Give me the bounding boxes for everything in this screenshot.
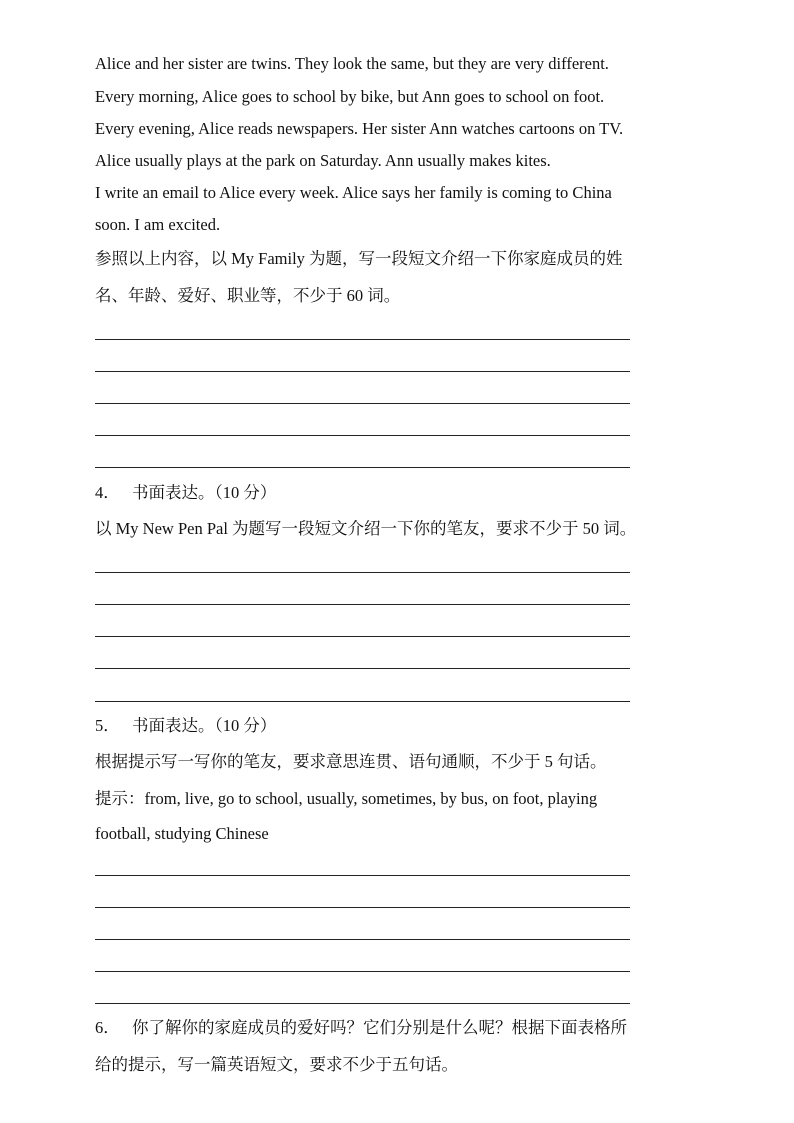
question-6-line-2: 给的提示，写一篇英语短文，要求不少于五句话。: [95, 1055, 458, 1074]
question-4-heading: [95, 483, 276, 503]
writing-line[interactable]: [95, 572, 630, 573]
writing-line[interactable]: [95, 435, 630, 436]
passage-line-3: Every evening, Alice reads newspapers. Her sister Ann watches cartoons on TV.: [95, 119, 624, 138]
writing-line[interactable]: [95, 636, 630, 637]
question-6-line-1: [95, 1018, 627, 1038]
question-5-hint-line-1: 提示：from, live, go to school, usually, sometimes, by bus, on foot, playing: [95, 789, 598, 808]
passage-line-6: soon. I am excited.: [95, 215, 221, 234]
writing-line[interactable]: [95, 1003, 630, 1004]
question-5-number: 5．: [95, 716, 120, 735]
question-6-number: 6．: [95, 1018, 120, 1037]
writing-line[interactable]: [95, 403, 630, 404]
question-5-title: 书面表达。（10 分）: [132, 716, 277, 735]
passage-line-1: Alice and her sister are twins. They look the same, but they are very different.: [95, 54, 609, 73]
question-4-instruction: 以 My New Pen Pal 为题写一段短文介绍一下你的笔友，要求不少于 50 词。: [95, 519, 637, 538]
writing-line[interactable]: [95, 339, 630, 340]
question-6-text-1: 你了解你的家庭成员的爱好吗？它们分别是什么呢？根据下面表格所: [132, 1018, 627, 1037]
writing-line[interactable]: [95, 971, 630, 972]
task3-instruction-line-2: 名、年龄、爱好、职业等，不少于 60 词。: [95, 286, 401, 305]
writing-line[interactable]: [95, 907, 630, 908]
writing-line[interactable]: [95, 875, 630, 876]
writing-line[interactable]: [95, 668, 630, 669]
writing-line[interactable]: [95, 701, 630, 702]
passage-line-2: Every morning, Alice goes to school by bike, but Ann goes to school on foot.: [95, 87, 605, 106]
writing-line[interactable]: [95, 604, 630, 605]
question-5-heading: [95, 716, 276, 736]
passage-line-4: Alice usually plays at the park on Saturday. Ann usually makes kites.: [95, 151, 551, 170]
writing-line[interactable]: [95, 939, 630, 940]
question-5-hint-line-2: football, studying Chinese: [95, 824, 269, 843]
question-4-title: 书面表达。（10 分）: [132, 483, 277, 502]
writing-line[interactable]: [95, 467, 630, 468]
task3-instruction-line-1: 参照以上内容，以 My Family 为题，写一段短文介绍一下你家庭成员的姓: [95, 249, 623, 268]
passage-line-5: I write an email to Alice every week. Alice says her family is coming to China: [95, 183, 612, 202]
question-4-number: 4．: [95, 483, 120, 502]
writing-line[interactable]: [95, 371, 630, 372]
question-5-instruction: 根据提示写一写你的笔友，要求意思连贯、语句通顺，不少于 5 句话。: [95, 752, 607, 771]
